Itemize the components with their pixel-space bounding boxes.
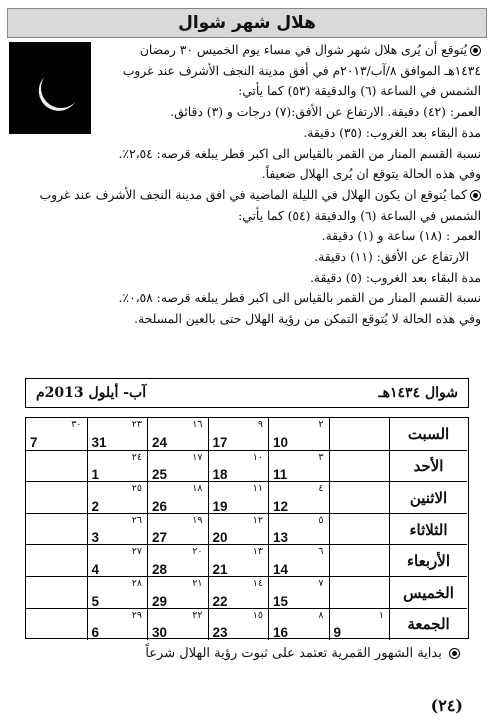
weekday-label: الأربعاء [389, 545, 467, 577]
weekday-label: الثلاثاء [389, 514, 467, 546]
gregorian-date: 1 [91, 467, 100, 483]
paragraph-line: وفي هذه الحالة لا يُتوقع التمكن من رؤية الهلال حتى بالعين المسلحة. [134, 312, 481, 327]
hijri-date: ١٢ [252, 514, 263, 526]
hijri-date: ٥ [318, 514, 324, 526]
weekday-label: الجمعة [389, 609, 467, 641]
hijri-date: ٧ [318, 578, 324, 589]
paragraph-line: الشمس في الساعة (٦) والدقيقة (٥٣) كما يأتي: [238, 84, 481, 99]
paragraph-line: يُتوقع أن يُرى هلال شهر شوال في مساء يوم الخميس ٣٠ رمضان [91, 40, 481, 61]
calendar-cell [268, 577, 329, 609]
paragraph-line: نسبة القسم المنار من القمر بالقياس الى اكبر قطر يبلغه قرصه: ٢،٥٤٪. [118, 146, 481, 161]
calendar-cell [87, 609, 148, 641]
calendar-row [26, 481, 467, 514]
hijri-date: ١٤ [252, 578, 263, 589]
gregorian-date: 14 [273, 561, 289, 577]
hijri-date: ١٥ [252, 609, 263, 621]
calendar-cell [268, 418, 329, 450]
hijri-month-label: شوال ١٤٣٤هـ [378, 385, 458, 401]
calendar-cell [329, 451, 390, 483]
hijri-date: ٢٧ [131, 546, 142, 558]
hijri-date: ١٣ [252, 546, 263, 558]
calendar-cell [87, 482, 148, 514]
calendar-cell [329, 609, 390, 641]
calendar-row [26, 450, 467, 483]
hijri-date: ٦ [318, 546, 324, 558]
hijri-date: ٣ [318, 451, 324, 463]
hijri-date: ٢٣ [131, 419, 142, 430]
calendar-cell [87, 514, 148, 546]
hijri-date: ١٦ [192, 419, 203, 430]
calendar-cell [208, 545, 269, 577]
paragraph-line: كما يُتوقع ان يكون الهلال في الليلة الماضية في افق مدينة النجف الأشرف عند غروب [13, 185, 481, 206]
calendar-cell [147, 545, 208, 577]
calendar-cell [208, 609, 269, 641]
calendar-cell [268, 609, 329, 641]
hijri-date: ٢٤ [131, 451, 142, 463]
gregorian-date: 21 [212, 561, 228, 577]
gregorian-date: 19 [212, 498, 228, 514]
gregorian-date: 5 [91, 593, 100, 609]
article-body [13, 40, 481, 330]
paragraph-line: مدة البقاء بعد الغروب: (٣٥) دقيقة. [303, 125, 481, 140]
paragraph-line: العمر : (١٨) ساعة و (١) دقيقة. [321, 229, 481, 244]
hijri-date: ٤ [318, 483, 324, 495]
calendar-cell [147, 482, 208, 514]
hijri-date: ٢١ [192, 578, 203, 589]
calendar-cell [87, 577, 148, 609]
gregorian-date: 6 [91, 625, 100, 641]
calendar-cell [329, 418, 390, 450]
gregorian-date: 17 [212, 434, 228, 450]
paragraph-line: مدة البقاء بعد الغروب: (٥) دقيقة. [310, 270, 481, 285]
gregorian-date: 22 [212, 593, 228, 609]
calendar-cell [26, 418, 87, 450]
bullet-icon [470, 45, 481, 56]
calendar-cell [329, 577, 390, 609]
calendar-cell [87, 545, 148, 577]
calendar-cell [208, 577, 269, 609]
paragraph-line: العمر: (٤٢) دقيقة. الارتفاع عن الأفق:(٧) درجات و (٣) دقائق. [170, 105, 481, 120]
gregorian-date: 12 [273, 498, 289, 514]
calendar-cell [87, 418, 148, 450]
calendar-cell [268, 451, 329, 483]
hijri-date: ٢٨ [131, 578, 142, 589]
hijri-date: ١٧ [192, 451, 203, 463]
gregorian-date: 24 [152, 434, 168, 450]
hijri-date: ٢ [318, 419, 324, 430]
hijri-date: ١٠ [252, 451, 263, 463]
paragraph-line: وفي هذه الحالة يتوقع ان يُرى الهلال ضعيفاً. [261, 167, 481, 182]
calendar-cell [26, 609, 87, 641]
gregorian-date: 9 [333, 625, 342, 641]
gregorian-date: 20 [212, 530, 228, 546]
calendar-row [26, 576, 467, 609]
paragraph-line: نسبة القسم المنار من القمر بالقياس الى اكبر قطر يبلغه قرصه: ٠،٥٨٪. [118, 291, 481, 306]
calendar-cell [147, 577, 208, 609]
calendar-row [26, 608, 467, 641]
calendar-row [26, 544, 467, 577]
hijri-date: ٨ [318, 609, 324, 621]
gregorian-date: 29 [152, 593, 168, 609]
hijri-date: ١٩ [192, 514, 203, 526]
calendar-cell [268, 482, 329, 514]
weekday-label: السبت [389, 418, 467, 450]
calendar-cell [26, 514, 87, 546]
gregorian-date: 3 [91, 530, 100, 546]
calendar-cell [208, 451, 269, 483]
calendar-row [26, 513, 467, 546]
gregorian-date: 7 [30, 434, 38, 450]
gregorian-date: 30 [152, 625, 168, 641]
hijri-date: ١١ [252, 483, 263, 495]
weekday-label: الأحد [389, 451, 467, 483]
hijri-date: ٩ [257, 419, 263, 430]
gregorian-date: 31 [91, 434, 107, 450]
calendar-cell [268, 514, 329, 546]
hijri-date: ١٨ [192, 483, 203, 495]
gregorian-date: 10 [273, 434, 289, 450]
bullet-icon [449, 648, 460, 659]
calendar-row [26, 418, 467, 450]
bullet-icon [470, 190, 481, 201]
paragraph-line: الارتفاع عن الأفق: (١١) دقيقة. [314, 250, 469, 265]
calendar-grid [25, 417, 469, 639]
calendar-cell [26, 451, 87, 483]
hijri-date: ٢٢ [192, 609, 203, 621]
hijri-date: ٢٥ [131, 483, 142, 495]
gregorian-date: 28 [152, 561, 168, 577]
paragraph-line: ١٤٣٤هـ الموافق ٨/آب/٢٠١٣م في أفق مدينة النجف الأشرف عند غروب [122, 63, 481, 78]
calendar-cell [147, 451, 208, 483]
hijri-date: ٢٦ [131, 514, 142, 526]
calendar-cell [208, 514, 269, 546]
gregorian-date: 4 [91, 561, 100, 577]
calendar-cell [147, 609, 208, 641]
gregorian-date: 11 [273, 467, 288, 483]
calendar-cell [329, 482, 390, 514]
gregorian-date: 16 [273, 625, 289, 641]
calendar-cell [329, 514, 390, 546]
paragraph-line: الشمس في الساعة (٦) والدقيقة (٥٤) كما يأتي: [238, 208, 481, 223]
calendar-cell [26, 482, 87, 514]
page-number: (٢٤) [430, 696, 463, 715]
gregorian-date: 13 [273, 530, 289, 546]
hijri-date: ٢٠ [192, 546, 203, 558]
calendar-cell [26, 545, 87, 577]
calendar-cell [329, 545, 390, 577]
weekday-label: الخميس [389, 577, 467, 609]
calendar-header [25, 378, 469, 408]
gregorian-date: 27 [152, 530, 168, 546]
calendar-cell [26, 577, 87, 609]
calendar-cell [208, 482, 269, 514]
hijri-date: ١ [378, 609, 384, 621]
gregorian-date: 26 [152, 498, 168, 514]
gregorian-date: 15 [273, 593, 289, 609]
calendar-cell [147, 418, 208, 450]
weekday-label: الاثنين [389, 482, 467, 514]
gregorian-date: 18 [212, 467, 228, 483]
page-title: هلال شهر شوال [7, 8, 487, 38]
footnote: بداية الشهور القمرية تعتمد على ثبوت رؤية الهلال شرعاً [145, 646, 460, 661]
gregorian-date: 25 [152, 467, 168, 483]
calendar-cell [147, 514, 208, 546]
hijri-date: ٢٩ [131, 609, 142, 621]
gregorian-month-label: آب- أيلول 2013م [36, 385, 147, 401]
calendar-cell [268, 545, 329, 577]
gregorian-date: 2 [91, 498, 100, 514]
gregorian-date: 23 [212, 625, 228, 641]
hijri-date: ٣٠ [71, 419, 82, 430]
calendar-cell [87, 451, 148, 483]
calendar-cell [208, 418, 269, 450]
